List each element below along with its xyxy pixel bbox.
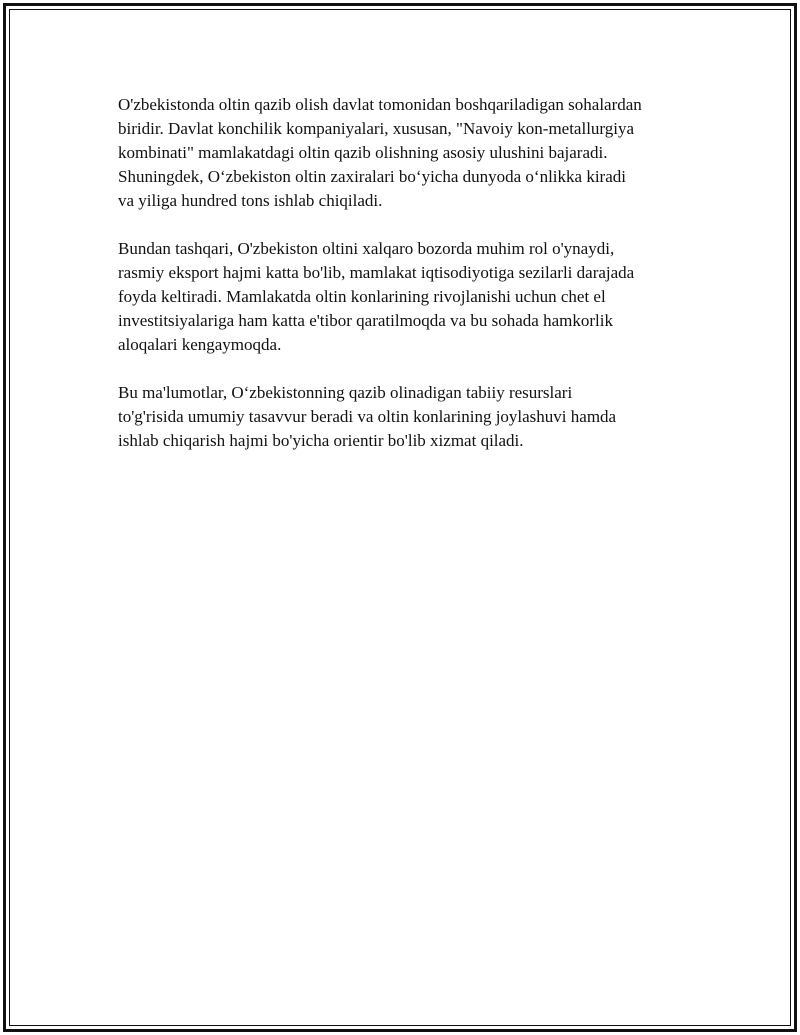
paragraph-line: investitsiyalariga ham katta e'tibor qaratilmoqda va bu sohada hamkorlik bbox=[118, 311, 613, 330]
paragraph-line: biridir. Davlat konchilik kompaniyalari, xususan, "Navoiy kon-metallurgiya bbox=[118, 119, 635, 138]
paragraph-2 bbox=[118, 237, 718, 357]
paragraph-line: Shuningdek, O‘zbekiston oltin zaxiralari bo‘yicha dunyoda o‘nlikka kiradi bbox=[118, 167, 626, 186]
paragraph-line: kombinati" mamlakatdagi oltin qazib olishning asosiy ulushini bajaradi. bbox=[118, 143, 608, 162]
paragraph-1 bbox=[118, 93, 718, 213]
paragraph-3 bbox=[118, 381, 718, 453]
paragraph-line: Bu ma'lumotlar, O‘zbekistonning qazib olinadigan tabiiy resurslari bbox=[118, 383, 573, 402]
paragraph-line: aloqalari kengaymoqda. bbox=[118, 335, 282, 354]
document-body bbox=[118, 93, 718, 477]
paragraph-line: rasmiy eksport hajmi katta bo'lib, mamlakat iqtisodiyotiga sezilarli darajada bbox=[118, 263, 635, 282]
paragraph-line: va yiliga hundred tons ishlab chiqiladi. bbox=[118, 191, 383, 210]
paragraph-line: foyda keltiradi. Mamlakatda oltin konlarining rivojlanishi uchun chet el bbox=[118, 287, 606, 306]
paragraph-line: O'zbekistonda oltin qazib olish davlat tomonidan boshqariladigan sohalardan bbox=[118, 95, 642, 114]
paragraph-line: Bundan tashqari, O'zbekiston oltini xalqaro bozorda muhim rol o'ynaydi, bbox=[118, 239, 615, 258]
paragraph-line: to'g'risida umumiy tasavvur beradi va oltin konlarining joylashuvi hamda bbox=[118, 407, 617, 426]
paragraph-line: ishlab chiqarish hajmi bo'yicha orientir bo'lib xizmat qiladi. bbox=[118, 431, 524, 450]
